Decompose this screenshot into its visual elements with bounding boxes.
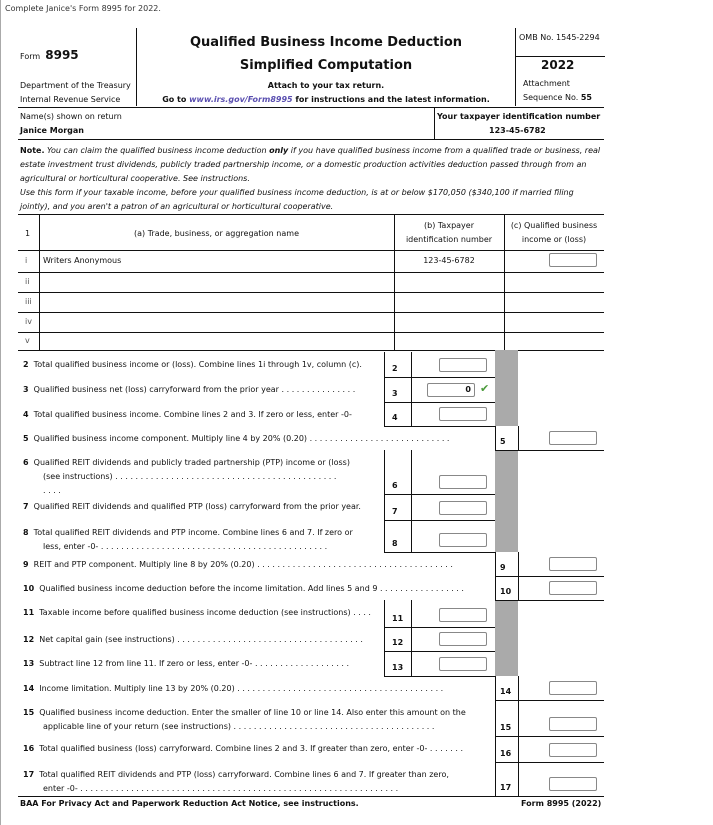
task-instruction: Complete Janice's Form 8995 for 2022. <box>5 4 161 13</box>
line-14-text: 14 Income limitation. Multiply line 13 by 20% (0.20) . . . . . . . . . . . . . . . . . . . . . . . . . . . . . . . . . . . . . . . . . <box>23 684 444 693</box>
line-13-input[interactable] <box>439 657 487 671</box>
line-2-text: 2 Total qualified business income or (loss). Combine lines 1i through 1v, column (c). <box>23 360 362 369</box>
qbi-income-input-i[interactable] <box>549 253 597 267</box>
omb-number: OMB No. 1545-2294 <box>519 33 600 42</box>
line-6-input[interactable] <box>439 475 487 489</box>
business-name-field[interactable] <box>43 317 391 329</box>
irs-link[interactable]: www.irs.gov/Form8995 <box>189 95 293 104</box>
line-2-input[interactable] <box>439 358 487 372</box>
business-tin-field[interactable] <box>394 336 504 348</box>
line-4-text: 4 Total qualified business income. Combine lines 2 and 3. If zero or less, enter -0- <box>23 410 352 419</box>
line-16-input[interactable] <box>549 743 597 757</box>
attach-note: Attach to your tax return. <box>267 81 385 90</box>
tin-label: Your taxpayer identification number <box>437 112 601 121</box>
attachment-label: Attachment <box>523 79 570 88</box>
line-17-number: 17 <box>500 783 512 792</box>
row-label: v <box>25 336 30 345</box>
line-16-text: 16 Total qualified business (loss) carryforward. Combine lines 2 and 3. If greater than zero, enter -0- . . . . . . . <box>23 744 463 753</box>
line-5-input[interactable] <box>549 431 597 445</box>
col-a-header: (a) Trade, business, or aggregation name <box>134 229 299 238</box>
line-7-text: 7 Qualified REIT dividends and qualified PTP (loss) carryforward from the prior year. <box>23 502 361 511</box>
line-9-text: 9 REIT and PTP component. Multiply line 8 by 20% (0.20) . . . . . . . . . . . . . . . . . . . . . . . . . . . . . . . . . . . . . . . <box>23 560 453 569</box>
line-5-number: 5 <box>500 437 506 446</box>
line-10-number: 10 <box>500 587 512 596</box>
line-9-input[interactable] <box>549 557 597 571</box>
business-name-field[interactable] <box>43 297 391 309</box>
col-c-header-2: income or (loss) <box>521 235 587 244</box>
line-11-input[interactable] <box>439 608 487 622</box>
row-label: iii <box>25 297 32 306</box>
line-1-num: 1 <box>25 229 31 238</box>
line-2-number: 2 <box>392 364 398 373</box>
business-name-field[interactable]: Writers Anonymous <box>43 256 122 265</box>
row-label: iv <box>25 317 32 326</box>
sequence-number: Sequence No. 55 <box>523 93 592 102</box>
line-10-input[interactable] <box>549 581 597 595</box>
business-name-field[interactable] <box>43 336 391 348</box>
line-11-number: 11 <box>392 614 404 623</box>
line-3-input[interactable]: 0 <box>427 383 475 397</box>
col-c-header: (c) Qualified business <box>510 221 598 230</box>
dept-label: Department of the Treasury <box>20 81 131 90</box>
tax-year: 2022 <box>541 58 575 72</box>
goto-note: Go to www.irs.gov/Form8995 for instructions and the latest information. <box>162 95 490 104</box>
row-label: ii <box>25 277 30 286</box>
line-12-number: 12 <box>392 638 404 647</box>
business-tin-field[interactable] <box>394 277 504 289</box>
footer-form: Form 8995 (2022) <box>521 799 602 808</box>
name-label: Name(s) shown on return <box>20 112 122 121</box>
line-17-text: 17 Total qualified REIT dividends and PTP (loss) carryforward. Combine lines 6 and 7. If greater than zero, enter -0- . . . . . . . . . . . . . . . . . . . . . . . . . . . . . . . . . . . . . . . . . . . . . . . . . . . . . . . . . . . . . . . <box>23 770 449 793</box>
line-12-text: 12 Net capital gain (see instructions) . . . . . . . . . . . . . . . . . . . . . . . . . . . . . . . . . . . . . <box>23 635 363 644</box>
form-number: Form 8995 <box>20 48 79 62</box>
business-name-field[interactable] <box>43 277 391 289</box>
line-13-text: 13 Subtract line 12 from line 11. If zero or less, enter -0- . . . . . . . . . . . . . . . . . . . <box>23 659 350 668</box>
line-9-number: 9 <box>500 563 506 572</box>
form-title: Qualified Business Income Deduction <box>189 35 463 50</box>
line-15-text: 15 Qualified business income deduction. Enter the smaller of line 10 or line 14. Also enter this amount on the applicable line of your return (see instructions) . . . . . . . . . . . . . . . . . . . . . . . . . . . . . . . . . . . . . . . . <box>23 708 466 731</box>
row-label: i <box>25 256 28 265</box>
note-text: Note. You can claim the qualified business income deduction only if you have qualified business income from a qualified trade or business, real estate investment trust dividends, publicly traded partnership income, or a domestic production activities deduction passed through from an agricultural or horticultural cooperative. See instructions. Use this form if your taxable income, before your qualified business income deduction, is at or below $170,050 ($340,100 if married filing jointly), and you aren't a patron of an agricultural or horticultural cooperative. <box>20 146 601 211</box>
line-14-number: 14 <box>500 687 512 696</box>
business-tin-field[interactable] <box>394 317 504 329</box>
line-4-number: 4 <box>392 413 398 422</box>
line-3-number: 3 <box>392 389 398 398</box>
line-15-number: 15 <box>500 723 512 732</box>
irs-label: Internal Revenue Service <box>20 95 121 104</box>
line-6-number: 6 <box>392 481 398 490</box>
business-tin-field[interactable]: 123-45-6782 <box>423 256 475 265</box>
line-5-text: 5 Qualified business income component. Multiply line 4 by 20% (0.20) . . . . . . . . . . . . . . . . . . . . . . . . . . . . <box>23 434 450 443</box>
line-16-number: 16 <box>500 749 512 758</box>
line-4-input[interactable] <box>439 407 487 421</box>
line-6-text: 6 Qualified REIT dividends and publicly traded partnership (PTP) income or (loss) (see instructions) . . . . . . . . . . . . . . . . . . . . . . . . . . . . . . . . . . . . . . . . . . . . . . . . <box>23 458 350 495</box>
tin-value: 123-45-6782 <box>489 126 546 135</box>
form-subtitle: Simplified Computation <box>239 58 413 73</box>
line-8-text: 8 Total qualified REIT dividends and PTP income. Combine lines 6 and 7. If zero or less, enter -0- . . . . . . . . . . . . . . . . . . . . . . . . . . . . . . . . . . . . . . . . . . . . . <box>23 528 353 551</box>
name-value: Janice Morgan <box>20 126 84 135</box>
line-13-number: 13 <box>392 663 404 672</box>
line-8-input[interactable] <box>439 533 487 547</box>
line-10-text: 10 Qualified business income deduction before the income limitation. Add lines 5 and 9 . . . . . . . . . . . . . . . . . <box>23 584 464 593</box>
line-3-text: 3 Qualified business net (loss) carryforward from the prior year . . . . . . . . . . . . . . . <box>23 385 356 394</box>
footer-notice: BAA For Privacy Act and Paperwork Reduction Act Notice, see instructions. <box>20 799 359 808</box>
line-8-number: 8 <box>392 539 398 548</box>
col-b-header-2: identification number <box>405 235 493 244</box>
check-icon: ✔ <box>480 382 490 395</box>
col-b-header: (b) Taxpayer <box>424 221 474 230</box>
line-11-text: 11 Taxable income before qualified business income deduction (see instructions) . . . . <box>23 608 371 617</box>
line-15-input[interactable] <box>549 717 597 731</box>
business-tin-field[interactable] <box>394 297 504 309</box>
line-17-input[interactable] <box>549 777 597 791</box>
line-7-input[interactable] <box>439 501 487 515</box>
line-7-number: 7 <box>392 507 398 516</box>
line-12-input[interactable] <box>439 632 487 646</box>
line-14-input[interactable] <box>549 681 597 695</box>
